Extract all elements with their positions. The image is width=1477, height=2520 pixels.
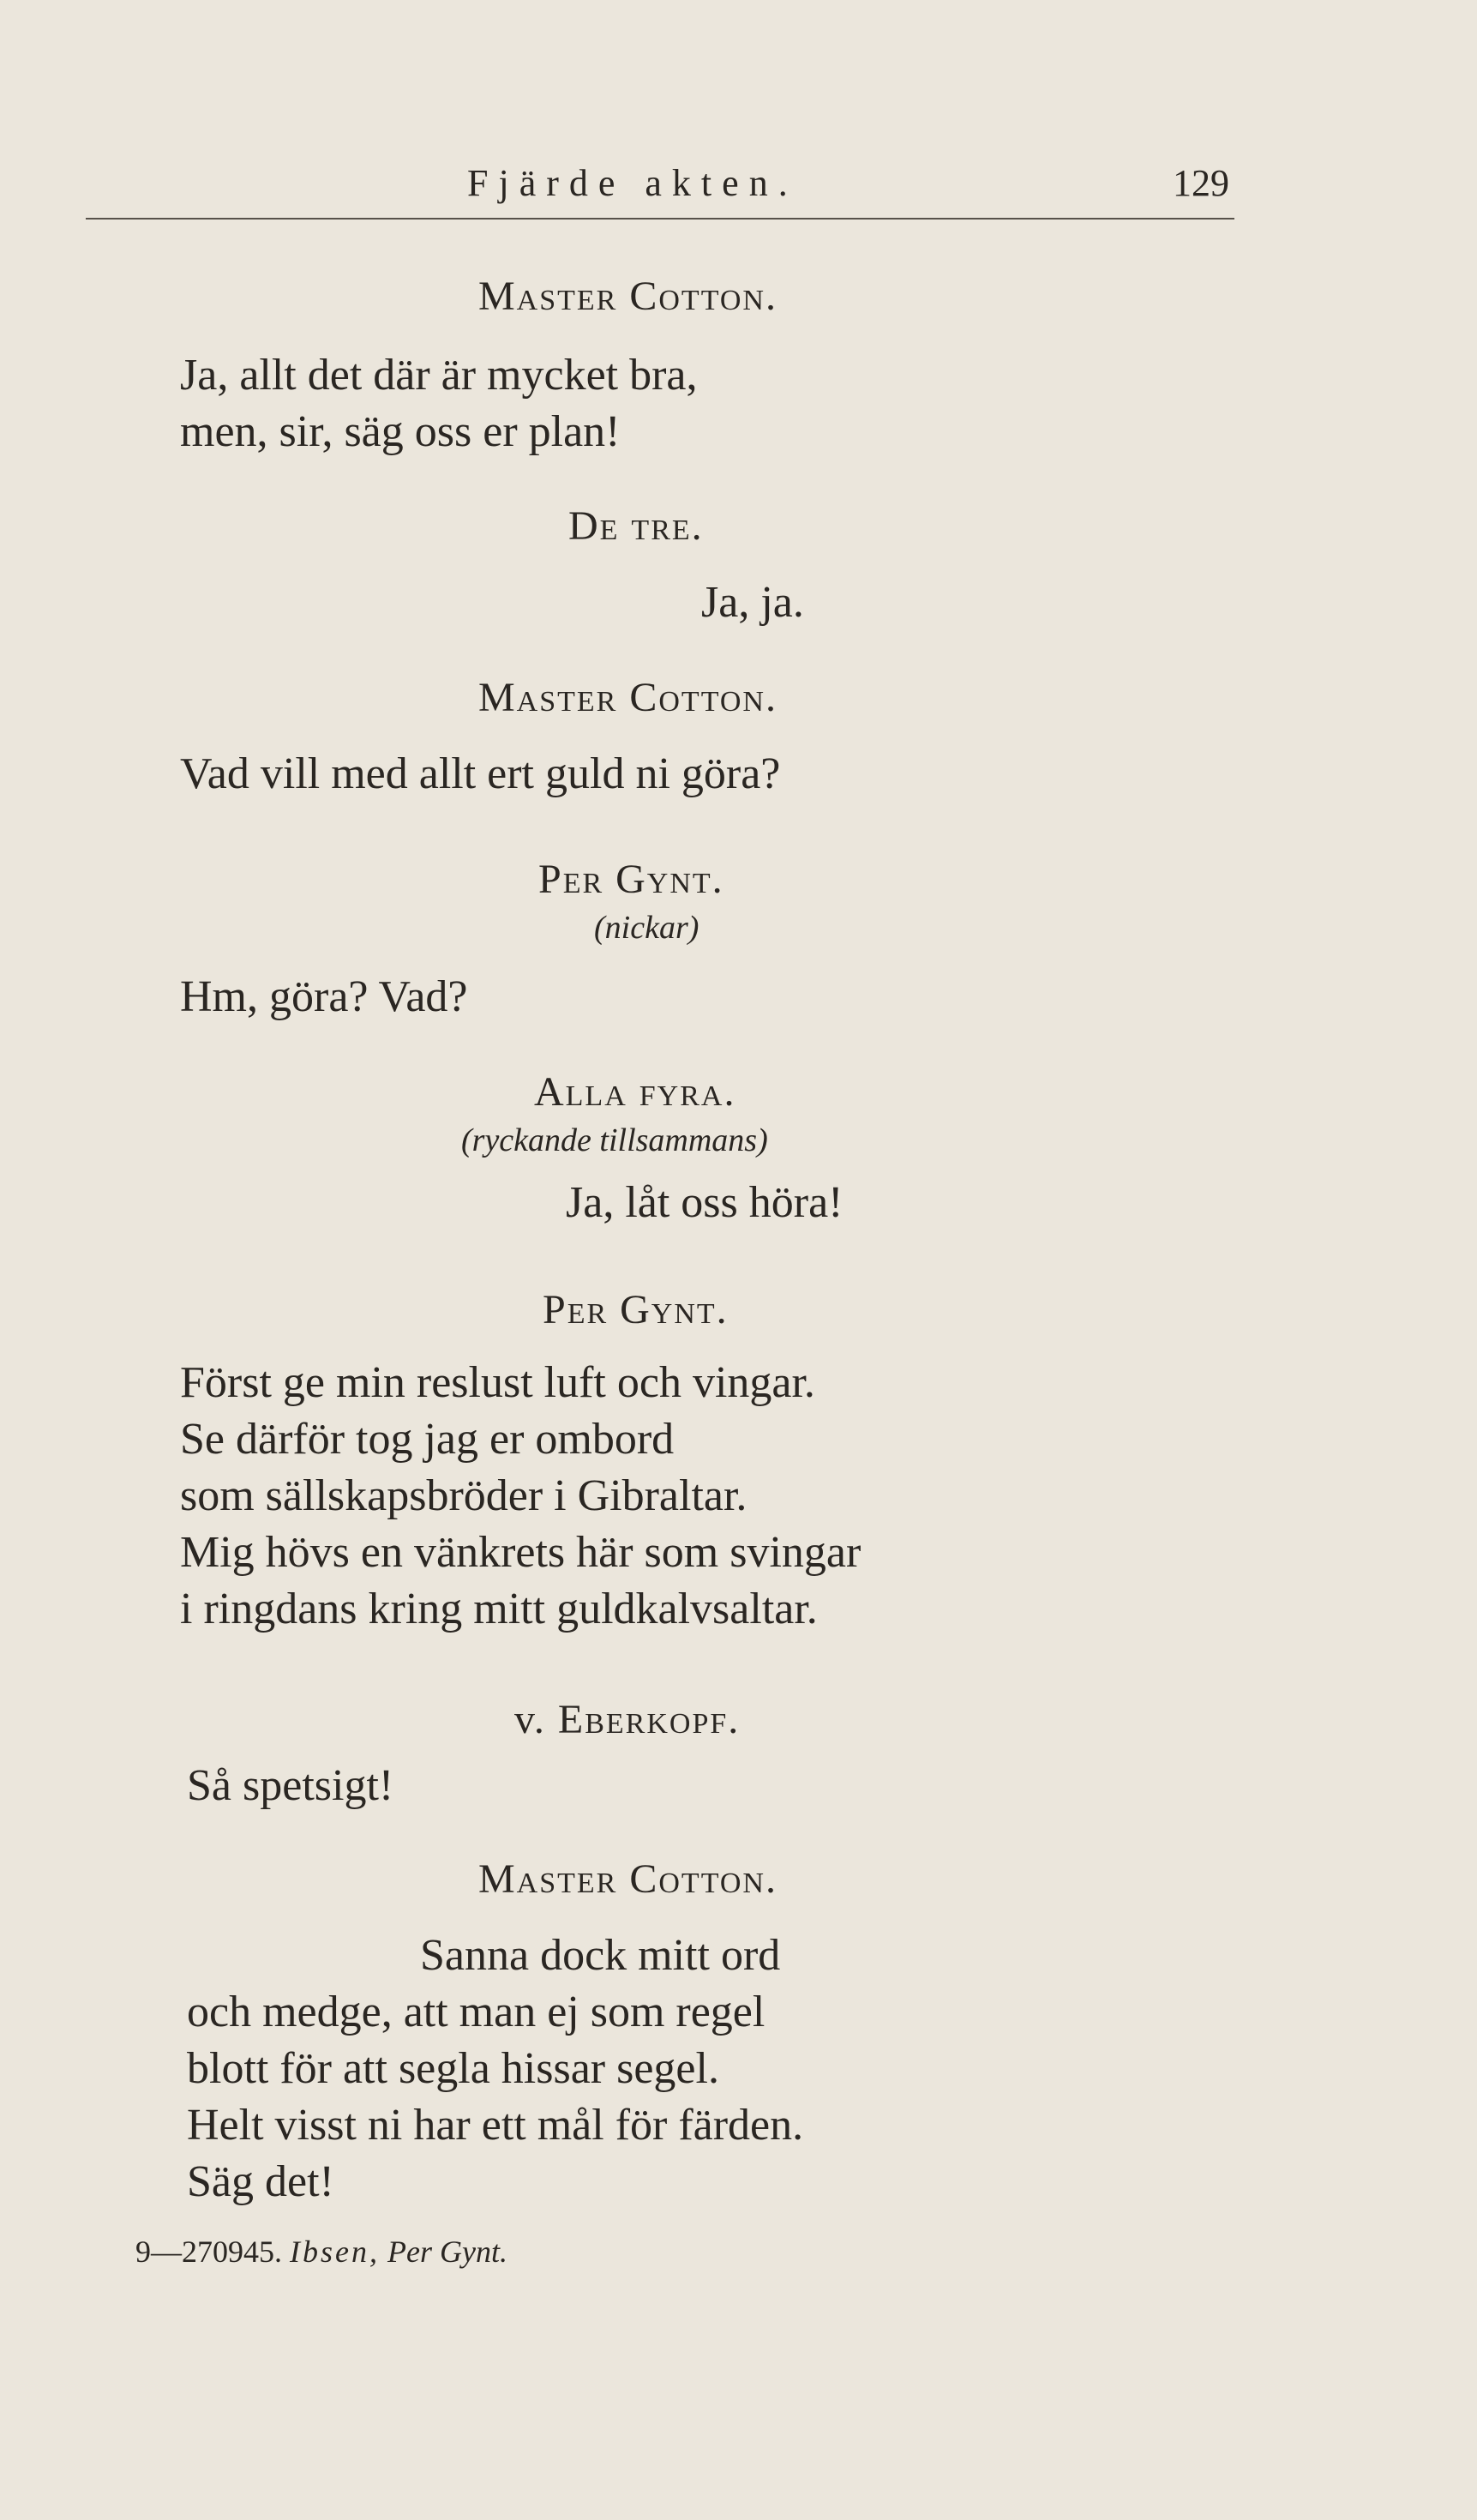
verse-line: Säg det! bbox=[187, 2157, 334, 2206]
verse-line: och medge, att man ej som regel bbox=[187, 1988, 766, 2036]
verse-line: Mig hövs en vänkrets här som svingar bbox=[180, 1528, 862, 1577]
printer-signature bbox=[135, 2234, 507, 2270]
speaker-prefix bbox=[514, 1697, 740, 1742]
speaker-name: Master Cotton. bbox=[478, 1856, 778, 1902]
speaker-name: De tre. bbox=[568, 503, 704, 549]
verse-line: Ja, ja. bbox=[701, 578, 804, 627]
speaker-name: Alla fyra. bbox=[534, 1069, 736, 1115]
speaker-surname: Eberkopf. bbox=[557, 1697, 741, 1742]
verse-line: men, sir, säg oss er plan! bbox=[180, 407, 621, 456]
verse-line: Ja, allt det där är mycket bra, bbox=[180, 351, 698, 400]
verse-line: Ja, låt oss höra! bbox=[566, 1178, 844, 1227]
verse-line: som sällskapsbröder i Gibraltar. bbox=[180, 1471, 748, 1520]
speaker-name: Per Gynt. bbox=[543, 1287, 729, 1332]
verse-line: blott för att segla hissar segel. bbox=[187, 2044, 719, 2093]
speaker-name: Per Gynt. bbox=[538, 857, 724, 902]
verse-line: i ringdans kring mitt guldkalvsaltar. bbox=[180, 1585, 818, 1633]
running-title: Fjärde akten. bbox=[467, 162, 798, 204]
verse-line: Sanna dock mitt ord bbox=[420, 1931, 781, 1980]
stage-direction: (nickar) bbox=[594, 910, 699, 946]
header-rule bbox=[86, 218, 1234, 220]
footer-author: Ibsen, bbox=[290, 2234, 380, 2269]
page-number: 129 bbox=[1173, 162, 1229, 204]
speaker-name: Master Cotton. bbox=[478, 274, 778, 319]
verse-line: Först ge min reslust luft och vingar. bbox=[180, 1358, 815, 1407]
verse-line: Så spetsigt! bbox=[187, 1761, 394, 1810]
verse-line: Vad vill med allt ert guld ni göra? bbox=[180, 749, 781, 798]
stage-direction: (ryckande tillsammans) bbox=[461, 1122, 768, 1158]
verse-line: Hm, göra? Vad? bbox=[180, 972, 468, 1021]
speaker-name: Master Cotton. bbox=[478, 675, 778, 720]
verse-line: Se därför tog jag er ombord bbox=[180, 1415, 675, 1464]
speaker-name bbox=[514, 1696, 740, 1743]
signature-number: 9—270945. bbox=[135, 2234, 282, 2269]
footer-work: Per Gynt. bbox=[387, 2234, 507, 2269]
speaker-particle: v. bbox=[514, 1697, 558, 1742]
verse-line: Helt visst ni har ett mål för färden. bbox=[187, 2101, 804, 2150]
